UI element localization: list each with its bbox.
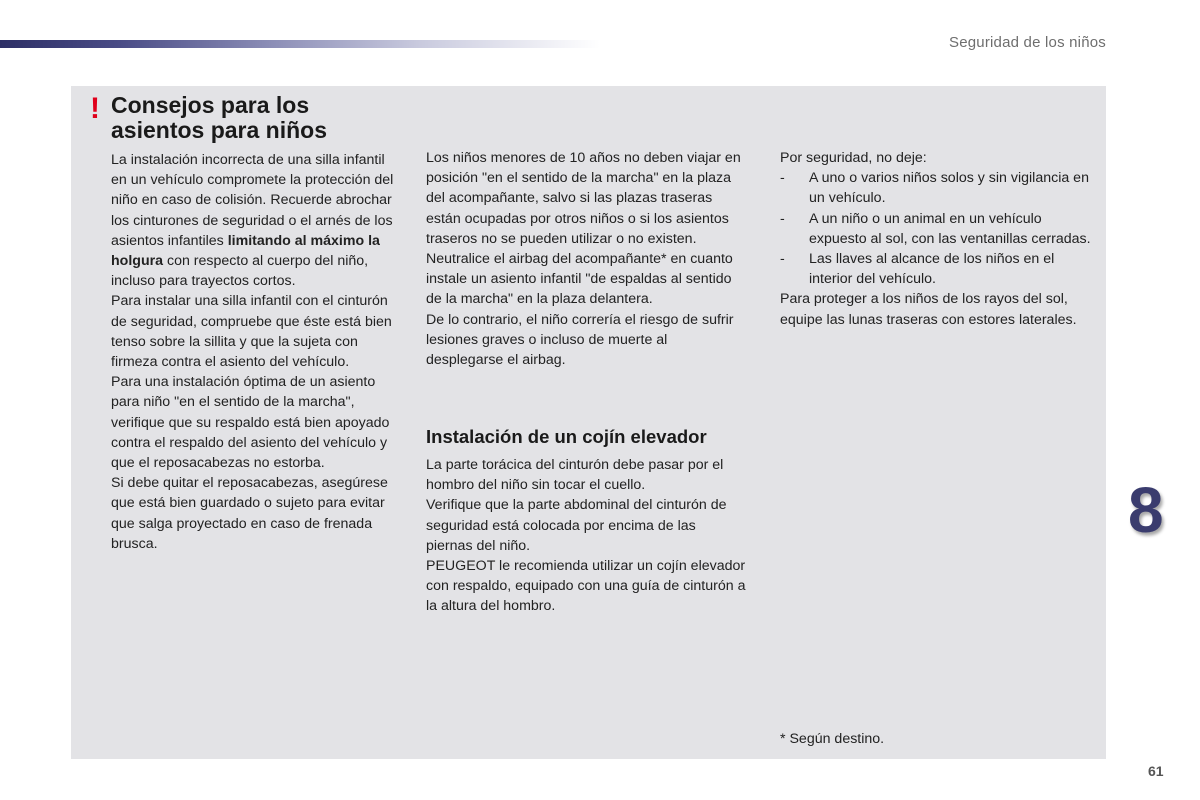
column-2-booster bbox=[426, 455, 746, 617]
col3-outro: Para proteger a los niños de los rayos del sol, equipe las lunas traseras con estores laterales. bbox=[780, 291, 1077, 328]
dash-marker: - bbox=[780, 210, 785, 227]
section-title: Seguridad de los niños bbox=[948, 34, 1106, 51]
safety-bullet-list bbox=[780, 168, 1100, 289]
col1-paragraph-4: Si debe quitar el reposacabezas, asegúrese que está bien guardado o sujeto para evitar que salga proyectado en caso de frenada brusca. bbox=[111, 475, 388, 552]
col2-paragraph-3: De lo contrario, el niño correría el riesgo de sufrir lesiones graves o incluso de muerte al desplegarse el airbag. bbox=[426, 311, 734, 369]
list-item-text: Las llaves al alcance de los niños en el interior del vehículo. bbox=[809, 251, 1055, 288]
col2-paragraph-2: Neutralice el airbag del acompañante* en cuanto instale un asiento infantil "de espaldas al sentido de la marcha" en la plaza delantera. bbox=[426, 251, 733, 308]
warning-icon: ! bbox=[90, 92, 100, 125]
col1-p1-text: La instalación incorrecta de una silla infantil en un vehículo compromete la protección del niño en caso de colisión. Recuerde abrochar los cinturones de seguridad o el arnés de los asientos infantiles bbox=[111, 152, 394, 249]
heading-line-1: Consejos para los bbox=[111, 92, 310, 118]
list-item-text: A uno o varios niños solos y sin vigilancia en un vehículo. bbox=[809, 170, 1089, 207]
column-3 bbox=[780, 148, 1100, 330]
list-item-text: A un niño o un animal en un vehículo expuesto al sol, con las ventanillas cerradas. bbox=[809, 210, 1091, 247]
page-heading bbox=[111, 93, 411, 143]
col2-paragraph-4: La parte torácica del cinturón debe pasar por el hombro del niño sin tocar el cuello. bbox=[426, 457, 724, 494]
dash-marker: - bbox=[780, 251, 785, 268]
col1-paragraph-1 bbox=[111, 150, 401, 291]
booster-cushion-heading: Instalación de un cojín elevador bbox=[426, 426, 707, 447]
heading-line-2: asientos para niños bbox=[111, 117, 328, 143]
column-1 bbox=[111, 150, 401, 554]
chapter-number: 8 bbox=[1128, 474, 1164, 546]
header-gradient-bar bbox=[0, 40, 600, 48]
list-item bbox=[780, 249, 1100, 289]
list-item bbox=[780, 209, 1100, 249]
col2-paragraph-1: Los niños menores de 10 años no deben viajar en posición "en el sentido de la marcha" en la plaza del acompañante, salvo si las plazas traseras están ocupadas por otros niños o si los asientos traseros no se pueden utilizar o no existen. bbox=[426, 150, 741, 247]
page-number: 61 bbox=[1148, 763, 1164, 779]
column-2 bbox=[426, 148, 746, 370]
list-item bbox=[780, 168, 1100, 208]
col1-p1-bold: limitando al máximo la holgura bbox=[111, 232, 380, 270]
col1-paragraph-2: Para instalar una silla infantil con el cinturón de seguridad, compruebe que éste está bien tenso sobre la sillita y que la sujeta con firmeza contra el asiento del vehículo. bbox=[111, 293, 392, 371]
footnote: * Según destino. bbox=[780, 731, 885, 747]
col1-paragraph-3: Para una instalación óptima de un asiento para niño "en el sentido de la marcha", verifique que su respaldo está bien apoyado contra el respaldo del asiento del vehículo y que el reposacabezas no estorba. bbox=[111, 374, 390, 472]
col2-paragraph-5: Verifique que la parte abdominal del cinturón de seguridad está colocada por encima de las piernas del niño. bbox=[426, 497, 727, 554]
dash-marker: - bbox=[780, 170, 785, 187]
col1-p1-text-end: con respecto al cuerpo del niño, incluso para trayectos cortos. bbox=[111, 253, 369, 290]
col3-intro: Por seguridad, no deje: bbox=[780, 150, 927, 166]
col2-paragraph-6: PEUGEOT le recomienda utilizar un cojín elevador con respaldo, equipado con una guía de cinturón a la altura del hombro. bbox=[426, 558, 746, 615]
